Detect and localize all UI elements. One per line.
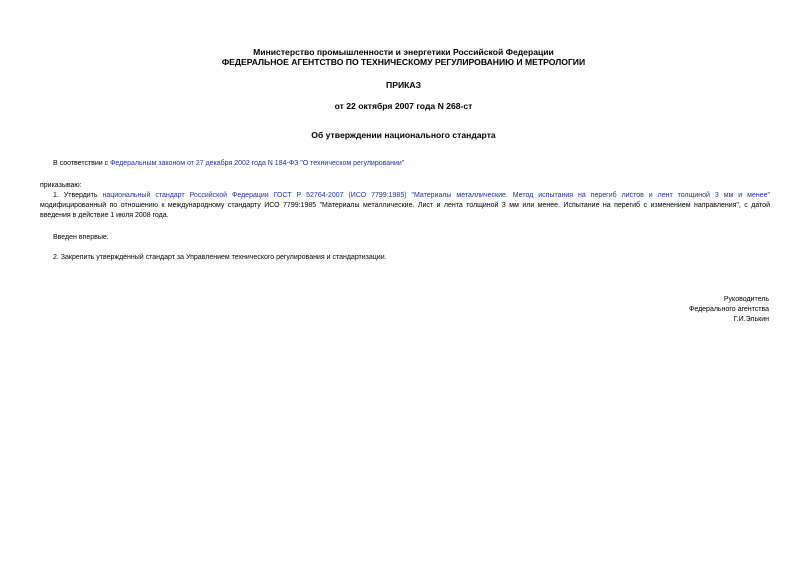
signature-position: Руководитель bbox=[723, 296, 769, 303]
item1-line3: введения в действие 1 июля 2008 года. bbox=[40, 212, 169, 219]
gost-standard-link[interactable]: национальный стандарт Российской Федерации ГОСТ Р 52764-2007 (ИСО 7799:1985) "Материалы металлические. Метод испытания на перегиб листов и лент толщиной 3 мм и менее" bbox=[102, 192, 770, 199]
introduced-note: Введен впервые. bbox=[53, 234, 109, 241]
preamble-prefix: В соответствии с bbox=[53, 160, 111, 167]
order-word: приказываю: bbox=[40, 182, 82, 189]
item2: 2. Закрепить утвержденный стандарт за Управлением технического регулирования и стандартизации. bbox=[53, 254, 387, 261]
item1-prefix: 1. Утвердить bbox=[53, 192, 103, 199]
item1-line1 bbox=[40, 191, 770, 201]
document-subject: Об утверждении национального стандарта bbox=[311, 130, 496, 140]
signature-organization: Федерального агентства bbox=[689, 306, 769, 313]
ministry-name: Министерство промышленности и энергетики Российской Федерации bbox=[253, 47, 554, 57]
preamble bbox=[53, 159, 404, 169]
agency-name: ФЕДЕРАЛЬНОЕ АГЕНТСТВО ПО ТЕХНИЧЕСКОМУ РЕГУЛИРОВАНИЮ И МЕТРОЛОГИИ bbox=[221, 57, 586, 67]
document-type: ПРИКАЗ bbox=[386, 80, 421, 90]
signature-name: Г.И.Элькин bbox=[733, 316, 769, 323]
item1-line2: модифицированный по отношению к международному стандарту ИСО 7799:1985 "Материалы металлические. Лист и лента толщиной 3 мм или менее. Испытание на перегиб с изменением направления", с датой bbox=[40, 202, 770, 209]
document-date-number: от 22 октября 2007 года N 268-ст bbox=[334, 101, 473, 111]
federal-law-link[interactable]: Федеральным законом от 27 декабря 2002 года N 184-ФЗ "О техническом регулировании" bbox=[110, 160, 405, 167]
